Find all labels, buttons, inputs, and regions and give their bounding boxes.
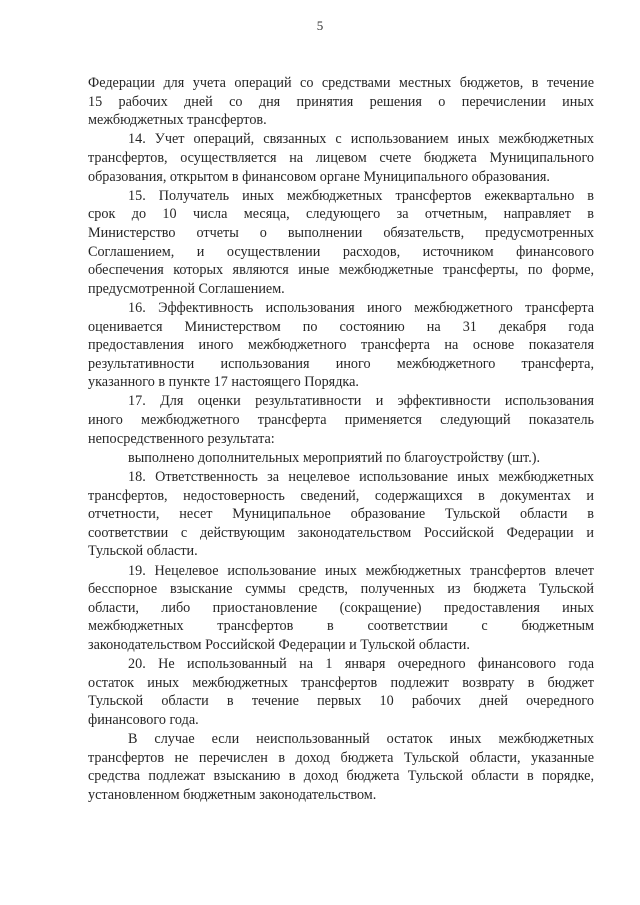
text-line: образования, открытом в финансовом органе Муниципального образования. [88,168,550,185]
paragraph-p17-item [88,449,594,468]
text-line: трансфертов не перечислен в доход бюджета Тульской области, указанные [88,749,594,766]
paragraph-p18 [88,468,594,561]
paragraph-p20-b [88,730,594,804]
text-line: непосредственного результата: [88,430,275,447]
text-line: результативности использования иного межбюджетного трансферта, [88,355,594,372]
text-line: срок до 10 числа месяца, следующего за отчетным, направляет в [88,206,594,223]
paragraph-p17 [88,392,594,448]
text-line: 19. Нецелевое использование иных межбюджетных трансфертов влечет [128,562,594,579]
text-line: указанного в пункте 17 настоящего Порядка. [88,374,359,391]
paragraph-p19 [88,562,594,655]
text-line: отчетности, несет Муниципальное образование Тульской области в [88,506,594,523]
text-line: Министерство отчеты о выполнении обязательств, предусмотренных [88,224,594,241]
text-line: остаток иных межбюджетных трансфертов подлежит возврату в бюджет [88,674,594,691]
paragraph-p16 [88,299,594,392]
text-line: средства подлежат взысканию в доход бюджета Тульской области в порядке, [88,768,594,785]
text-line: межбюджетных трансфертов в соответствии с бюджетным [88,618,594,635]
text-line: законодательством Российской Федерации и Тульской области. [88,636,470,653]
paragraph-p-cont [88,74,594,130]
text-line: 20. Не использованный на 1 января очередного финансового года [128,656,594,673]
document-body [88,74,594,805]
paragraph-p15 [88,187,594,299]
text-line: 17. Для оценки результативности и эффективности использования [128,393,594,410]
text-line: бесспорное взыскание суммы средств, полученных из бюджета Тульской [88,581,594,598]
text-line: Тульской области в течение первых 10 рабочих дней очередного [88,693,594,710]
text-line: трансфертов, осуществляется на лицевом счете бюджета Муниципального [88,149,594,166]
text-line: предоставления иного межбюджетного трансферта на основе показателя [88,337,594,354]
page-number: 5 [316,18,324,33]
text-line: 15 рабочих дней со дня принятия решения о перечислении иных [88,93,594,110]
text-line: предусмотренной Соглашением. [88,280,285,297]
text-line: трансфертов, недостоверность сведений, содержащихся в документах и [88,487,594,504]
text-line: иного межбюджетного трансферта применяется следующий показатель [88,412,594,429]
text-line: 14. Учет операций, связанных с использованием иных межбюджетных [128,131,594,148]
text-line: Соглашением, и осуществлении расходов, источником финансового [88,243,594,260]
text-line: 16. Эффективность использования иного межбюджетного трансферта [128,299,594,316]
text-line: соответствии с действующим законодательством Российской Федерации и [88,524,594,541]
text-line: межбюджетных трансфертов. [88,112,267,129]
paragraph-p14 [88,130,594,186]
text-line: Тульской области. [88,543,198,560]
text-line: оценивается Министерством по состоянию на 31 декабря года [88,318,594,335]
text-line: финансового года. [88,711,199,728]
text-line: 15. Получатель иных межбюджетных трансфертов ежеквартально в [128,187,594,204]
text-line: В случае если неиспользованный остаток иных межбюджетных [128,731,594,748]
text-line: 18. Ответственность за нецелевое использование иных межбюджетных [128,469,594,486]
text-line: области, либо приостановление (сокращение) предоставления иных [88,599,594,616]
text-line: выполнено дополнительных мероприятий по благоустройству (шт.). [128,449,541,466]
text-line: обеспечения которых являются иные межбюджетные трансферты, по форме, [88,262,594,279]
paragraph-p20 [88,655,594,729]
text-line: установленном бюджетным законодательством. [88,786,377,803]
text-line: Федерации для учета операций со средствами местных бюджетов, в течение [88,75,594,91]
